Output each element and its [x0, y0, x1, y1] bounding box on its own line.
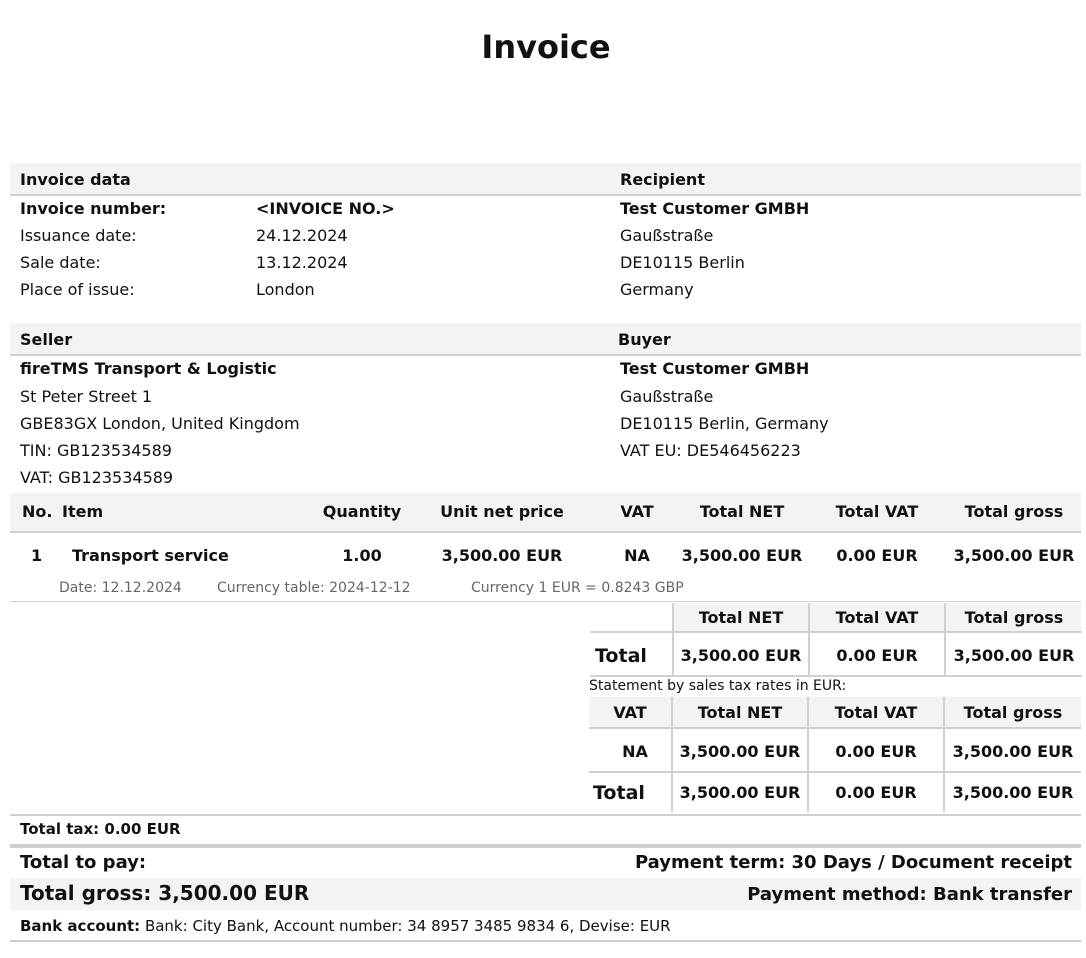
statement-header-vat: VAT: [613, 703, 647, 722]
totals-net: 3,500.00 EUR: [680, 646, 802, 665]
divider: [10, 531, 1081, 533]
seller-line: VAT: GB123534589: [20, 468, 174, 487]
item-total-gross: 3,500.00 EUR: [953, 546, 1075, 565]
buyer-line: VAT EU: DE546456223: [620, 441, 801, 460]
place-of-issue-label: Place of issue:: [20, 280, 135, 299]
col-header-no: No.: [22, 502, 53, 521]
bank-account-value: Bank: City Bank, Account number: 34 8957 3485 9834 6, Devise: EUR: [140, 917, 671, 935]
recipient-header: Recipient: [620, 170, 705, 189]
buyer-line: DE10115 Berlin, Germany: [620, 414, 829, 433]
invoice-number-value: <INVOICE NO.>: [256, 199, 395, 218]
item-total-net: 3,500.00 EUR: [681, 546, 803, 565]
buyer-name: Test Customer GMBH: [620, 359, 810, 378]
statement-row-gross: 3,500.00 EUR: [952, 742, 1074, 761]
totals-row-label: Total: [595, 645, 647, 667]
recipient-line: Germany: [620, 280, 694, 299]
item-name: Transport service: [72, 546, 229, 565]
statement-header-gross: Total gross: [963, 703, 1063, 722]
seller-line: GBE83GX London, United Kingdom: [20, 414, 300, 433]
issuance-date-value: 24.12.2024: [256, 226, 348, 245]
item-total-vat: 0.00 EUR: [836, 546, 918, 565]
col-header-total-vat: Total VAT: [835, 502, 919, 521]
divider: [10, 940, 1081, 942]
statement-total-gross: 3,500.00 EUR: [952, 783, 1074, 802]
item-unit-price: 3,500.00 EUR: [441, 546, 563, 565]
statement-header-total-vat: Total VAT: [834, 703, 918, 722]
buyer-line: Gaußstraße: [620, 387, 714, 406]
item-quantity: 1.00: [342, 546, 382, 565]
seller-line: TIN: GB123534589: [20, 441, 172, 460]
payment-term: Payment term: 30 Days / Document receipt: [634, 852, 1072, 873]
item-currency-table: Currency table: 2024-12-12: [217, 580, 411, 596]
col-header-item: Item: [62, 502, 104, 521]
item-date: Date: 12.12.2024: [59, 580, 182, 596]
sale-date-label: Sale date:: [20, 253, 101, 272]
item-no: 1: [31, 546, 43, 565]
total-tax: Total tax: 0.00 EUR: [20, 820, 181, 838]
invoice-number-label: Invoice number:: [20, 199, 167, 218]
invoice-data-header: Invoice data: [20, 170, 131, 189]
totals-header-vat: Total VAT: [835, 608, 919, 627]
page-title: Invoice: [481, 28, 611, 66]
statement-total-net: 3,500.00 EUR: [679, 783, 801, 802]
statement-row-total-vat: 0.00 EUR: [835, 742, 917, 761]
divider: [590, 675, 1082, 677]
statement-total-label: Total: [593, 782, 645, 804]
sale-date-value: 13.12.2024: [256, 253, 348, 272]
col-header-unit-price: Unit net price: [440, 502, 564, 521]
totals-header-gross: Total gross: [964, 608, 1064, 627]
item-currency-rate: Currency 1 EUR = 0.8243 GBP: [471, 580, 684, 596]
col-header-total-gross: Total gross: [964, 502, 1064, 521]
divider: [589, 771, 1081, 773]
divider: [10, 814, 1081, 816]
divider: [589, 727, 1081, 729]
header-band-seller-buyer: [10, 323, 1081, 354]
totals-gross: 3,500.00 EUR: [953, 646, 1075, 665]
recipient-name: Test Customer GMBH: [620, 199, 810, 218]
divider: [10, 844, 1081, 848]
seller-line: St Peter Street 1: [20, 387, 153, 406]
col-header-vat: VAT: [620, 502, 654, 521]
statement-header-net: Total NET: [697, 703, 783, 722]
col-header-total-net: Total NET: [699, 502, 785, 521]
divider: [10, 194, 1081, 196]
divider: [10, 601, 1081, 602]
header-band-invoice-recipient: [10, 163, 1081, 194]
place-of-issue-value: London: [256, 280, 315, 299]
bank-account: [20, 917, 671, 935]
seller-name: fireTMS Transport & Logistic: [20, 359, 277, 378]
total-to-pay-label: Total to pay:: [20, 852, 147, 873]
totals-vat: 0.00 EUR: [836, 646, 918, 665]
statement-caption: Statement by sales tax rates in EUR:: [589, 678, 847, 694]
recipient-line: Gaußstraße: [620, 226, 714, 245]
item-vat: NA: [624, 546, 650, 565]
divider: [10, 354, 1081, 356]
statement-row-net: 3,500.00 EUR: [679, 742, 801, 761]
col-header-quantity: Quantity: [322, 502, 402, 521]
buyer-header: Buyer: [618, 330, 671, 349]
statement-row-vat: NA: [622, 742, 648, 761]
bank-account-label: Bank account:: [20, 917, 141, 935]
total-gross: Total gross: 3,500.00 EUR: [20, 881, 310, 905]
issuance-date-label: Issuance date:: [20, 226, 137, 245]
seller-header: Seller: [20, 330, 73, 349]
payment-method: Payment method: Bank transfer: [747, 884, 1072, 905]
divider: [590, 631, 1082, 633]
recipient-line: DE10115 Berlin: [620, 253, 745, 272]
totals-header-net: Total NET: [698, 608, 784, 627]
statement-total-vat: 0.00 EUR: [835, 783, 917, 802]
